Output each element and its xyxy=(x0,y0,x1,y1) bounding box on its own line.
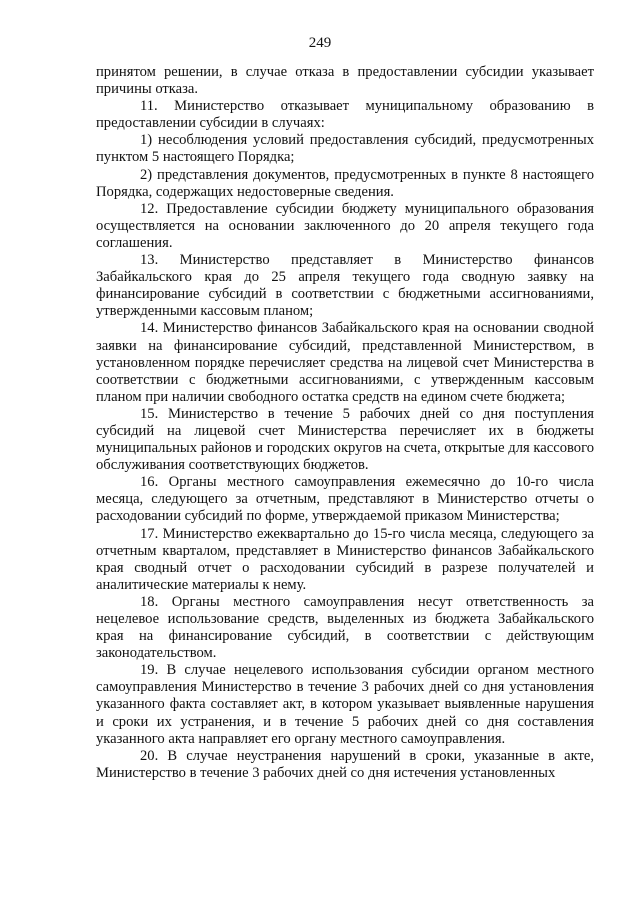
paragraph-19: 19. В случае нецелевого использования субсидии органом местного самоуправления Министерство в течение 3 рабочих дней со дня установления указанного факта составляет акт, в котором указывает выявленные нарушения и сроки их устранения, и в течение 5 рабочих дней со дня составления указанного акта направляет его органу местного самоуправления. xyxy=(96,662,594,747)
paragraph-16: 16. Органы местного самоуправления ежемесячно до 10-го числа месяца, следующего за отчетным, представляют в Министерство отчеты о расходовании субсидий по форме, утверждаемой приказом Министерства; xyxy=(96,474,594,525)
paragraph-15: 15. Министерство в течение 5 рабочих дней со дня поступления субсидий на лицевой счет Министерства перечисляет их в бюджеты муниципальных районов и городских округов на счета, открытые для кассового обслуживания соответствующих бюджетов. xyxy=(96,405,594,474)
paragraph-14: 14. Министерство финансов Забайкальского края на основании сводной заявки на финансирование субсидий, представленной Министерством, в установленном порядке перечисляет средства на лицевой счет Министерства в соответствии с бюджетными ассигнованиями, с утвержденным кассовым планом при наличии свободного остатка средств на едином счете бюджета; xyxy=(96,320,594,405)
paragraph-11-item-1: 1) несоблюдения условий предоставления субсидий, предусмотренных пунктом 5 настоящего Порядка; xyxy=(96,132,594,166)
paragraph-11: 11. Министерство отказывает муниципальному образованию в предоставлении субсидии в случаях: xyxy=(96,98,594,132)
paragraph-12: 12. Предоставление субсидии бюджету муниципального образования осуществляется на основании заключенного до 20 апреля текущего года соглашения. xyxy=(96,200,594,251)
paragraph-20: 20. В случае неустранения нарушений в сроки, указанные в акте, Министерство в течение 3 рабочих дней со дня истечения установленных xyxy=(96,747,594,781)
paragraph-18: 18. Органы местного самоуправления несут ответственность за нецелевое использование средств, выделенных из бюджета Забайкальского края на финансирование субсидий, в соответствии с действующим законодательством. xyxy=(96,593,594,662)
paragraph-13: 13. Министерство представляет в Министерство финансов Забайкальского края до 25 апреля текущего года сводную заявку на финансирование субсидий в соответствии с бюджетными ассигнованиями, утвержденными кассовым планом; xyxy=(96,252,594,320)
document-body xyxy=(96,64,594,782)
paragraph-continuation: принятом решении, в случае отказа в предоставлении субсидии указывает причины отказа. xyxy=(96,64,594,98)
page-number: 249 xyxy=(308,35,332,51)
paragraph-17: 17. Министерство ежеквартально до 15-го числа месяца, следующего за отчетным кварталом, представляет в Министерство финансов Забайкальского края сводный отчет о расходовании субсидий в разрезе получателей и аналитические материалы к нему. xyxy=(96,525,594,593)
paragraph-11-item-2: 2) представления документов, предусмотренных в пункте 8 настоящего Порядка, содержащих недостоверные сведения. xyxy=(96,166,594,200)
